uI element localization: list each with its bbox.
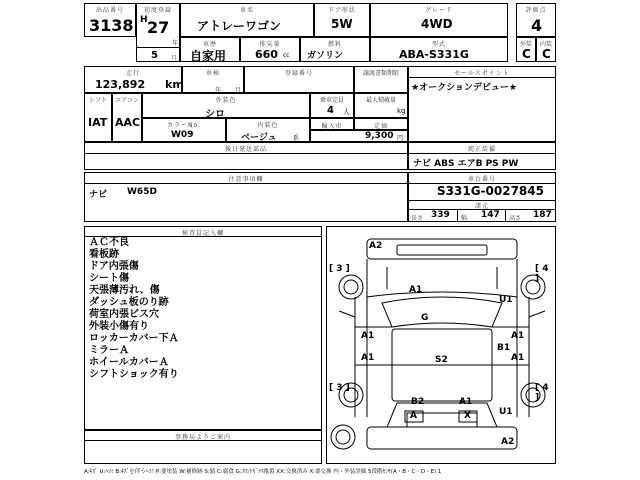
- list-item: ドア内張傷: [89, 261, 139, 272]
- mileage-unit: km: [165, 78, 184, 91]
- color-no-cell: [142, 118, 226, 142]
- mark-a1-right-door1: A1: [511, 331, 525, 341]
- mark-u1-right: U1: [499, 295, 513, 305]
- mark-u1-rear: U1: [499, 407, 513, 417]
- tire-rear-right: [ 4 ]: [535, 383, 549, 403]
- color-no-label: カラーNo.: [167, 122, 201, 129]
- length-label: 長さ: [411, 215, 424, 222]
- sales-point-cell: [408, 66, 556, 142]
- list-item: ロッカーカバー下Ａ: [89, 333, 179, 344]
- mark-a1-rear: A1: [459, 397, 473, 407]
- after-equipment-label: 後日発送部品: [224, 146, 267, 153]
- price: 9,300: [365, 131, 394, 141]
- model-code: ABA-S331G: [399, 48, 469, 61]
- import-label: 輸入車: [321, 123, 343, 130]
- price-label-cell: [354, 118, 408, 130]
- price-unit: 円: [397, 135, 404, 142]
- equipment-text: ナビ ABS エアB PS PW: [413, 159, 519, 169]
- grade-label: グレード: [424, 7, 453, 14]
- shift-cell: [84, 93, 112, 142]
- office-label: 事務局よりご案内: [174, 434, 231, 441]
- first-reg-cell: [136, 3, 180, 62]
- load-unit: kg: [397, 107, 406, 115]
- list-item: ホイールカバーＡ: [89, 357, 169, 368]
- list-item: 外装小傷有り: [89, 321, 149, 332]
- displacement-cell: [240, 37, 300, 62]
- list-item: 天張薄汚れ、傷: [89, 285, 160, 296]
- inspection-year-label: 年: [215, 87, 223, 94]
- length: 339: [431, 210, 450, 220]
- exterior-color-cell: [142, 93, 310, 118]
- grade-cell: [370, 3, 508, 37]
- list-item: 荷室内張ビス穴: [89, 309, 159, 320]
- car-name: アトレーワゴン: [197, 19, 282, 33]
- legend-footer: A:ｷｽﾞ U:ﾍｺﾐ B:ｷｽﾞを伴うﾍｺﾐ P:要塗装 W:補修跡 S:錆 C:腐食 G:ﾌﾛﾝﾄｶﾞﾗｽ亀裂 XX:交換済み X:要交換 内・外装評価 5段階ｾﾝｻ(A・B・C・D・E) 1: [84, 469, 442, 475]
- mark-a-box: A: [410, 411, 417, 421]
- mark-x-box: X: [464, 411, 471, 421]
- aircon-label: エアコン: [115, 97, 139, 104]
- first-reg-label: 初度登録: [143, 7, 172, 14]
- exterior-grade-cell: [516, 37, 536, 62]
- shift: IAT: [88, 116, 108, 129]
- aircon-cell: [112, 93, 142, 142]
- list-item: 看板跡: [89, 249, 119, 260]
- aircon: AAC: [115, 116, 141, 129]
- displacement: 660: [255, 48, 278, 61]
- list-item: シフトショック有り: [89, 369, 179, 380]
- lot-label: 出品番号: [95, 7, 124, 14]
- interior-color: ベージュ: [241, 133, 277, 143]
- mileage-cell: [84, 66, 182, 93]
- list-item: シート傷: [89, 273, 129, 284]
- reg-year: 27: [147, 18, 170, 37]
- notes-line1-a: ナビ: [89, 190, 108, 200]
- equipment-cell: [408, 142, 556, 170]
- inspection-cell: [182, 66, 244, 93]
- capacity-cell: [310, 93, 354, 118]
- interior-color-label: 内装色: [257, 122, 279, 129]
- mark-a2-bottom: A2: [501, 437, 515, 447]
- car-name-label: 車名: [239, 7, 254, 14]
- sales-point-label: セールスポイント: [454, 70, 510, 77]
- car-outline: [327, 227, 555, 463]
- list-item: ダッシュ板のり跡: [89, 297, 169, 308]
- office-cell: [84, 430, 322, 464]
- score: 4: [531, 16, 543, 35]
- score-label: 評価点: [525, 7, 547, 14]
- mark-s2: S2: [435, 355, 448, 365]
- height: 187: [533, 210, 552, 220]
- tire-rear-left: [ 3 ]: [329, 383, 350, 393]
- inspection-label: 車検: [205, 70, 220, 77]
- fuel-cell: [300, 37, 370, 62]
- sales-point-text: ★オークションデビュー★: [411, 83, 517, 93]
- displacement-label: 排気量: [259, 41, 281, 48]
- reg-year-label: 年: [172, 40, 180, 47]
- displacement-unit: cc: [283, 52, 290, 59]
- exterior-label: 外装: [519, 41, 532, 48]
- lot-number: 3138: [89, 16, 134, 35]
- tire-front-left: [ 3 ]: [329, 264, 350, 274]
- width-label: 幅: [461, 215, 468, 222]
- era: H: [140, 15, 148, 25]
- mileage-label: 走行: [125, 70, 140, 77]
- inspector-list: [89, 237, 179, 381]
- size-label: 諸元: [474, 203, 489, 210]
- price-label: 定価: [373, 123, 388, 130]
- notes-line1-b: W65D: [127, 187, 157, 197]
- mark-a1-right-door2: A1: [511, 353, 525, 363]
- mark-b1: B1: [497, 343, 511, 353]
- transfer-cell: [354, 66, 408, 93]
- interior-grade: C: [542, 47, 551, 61]
- fuel-label: 燃料: [327, 41, 342, 48]
- tire-front-right: [ 4 ]: [535, 264, 549, 284]
- equipment-label: 純正装備: [467, 146, 496, 153]
- door-shape: 5W: [331, 17, 353, 31]
- notes-cell: [84, 172, 408, 222]
- reg-month-label: 月: [171, 55, 179, 62]
- chassis-number: S331G-0027845: [437, 184, 544, 198]
- max-load-cell: [354, 93, 408, 118]
- exterior-color-label: 外装色: [215, 97, 237, 104]
- car-diagram: [326, 226, 556, 464]
- usage: 自家用: [190, 49, 227, 63]
- lot-cell: [84, 3, 136, 37]
- grade: 4WD: [421, 17, 453, 31]
- chassis-label: 車台番号: [467, 176, 496, 183]
- capacity: 4: [327, 105, 334, 116]
- door-shape-cell: [314, 3, 370, 37]
- shift-label: シフト: [88, 97, 107, 104]
- interior-label: 内装: [539, 41, 552, 48]
- interior-suffix: 系: [293, 135, 300, 142]
- interior-color-cell: [226, 118, 310, 142]
- reg-month: 5: [151, 50, 158, 61]
- score-cell: [516, 3, 556, 37]
- mark-a1-left-door1: A1: [361, 331, 375, 341]
- usage-cell: [180, 37, 240, 62]
- notes-label: 注意事項欄: [228, 176, 264, 183]
- capacity-unit: 人: [343, 108, 350, 116]
- max-load-label: 最大積載量: [365, 97, 396, 104]
- registration-cell: [244, 66, 354, 93]
- list-item: ミラーＡ: [89, 345, 129, 356]
- mileage: 123,892: [95, 78, 146, 91]
- mark-b2: B2: [411, 397, 425, 407]
- body-label: 車歴: [202, 41, 217, 48]
- car-name-cell: [180, 3, 314, 37]
- mark-a1-left-door2: A1: [361, 353, 375, 363]
- mark-a1-front: A1: [409, 285, 423, 295]
- inspector-cell: [84, 226, 322, 430]
- list-item: ＡＣ不良: [89, 237, 129, 248]
- mark-a2-top: A2: [369, 241, 383, 251]
- price-cell: [310, 130, 408, 142]
- interior-grade-cell: [536, 37, 556, 62]
- exterior-grade: C: [522, 47, 531, 61]
- exterior-color: シロ: [205, 109, 225, 120]
- transfer-label: 譲渡書類期限: [362, 70, 399, 77]
- fuel: ガソリン: [307, 51, 344, 61]
- chassis-cell: [408, 172, 556, 222]
- door-shape-label: ドア形状: [328, 7, 356, 14]
- inspector-label: 検査員記入欄: [181, 230, 224, 237]
- after-equipment-cell: [84, 142, 408, 170]
- registration-label: 登録番号: [284, 70, 313, 77]
- width: 147: [481, 210, 500, 220]
- height-label: 高さ: [509, 215, 522, 222]
- mark-g: G: [421, 313, 429, 323]
- model-label: 型式: [431, 41, 446, 48]
- capacity-label: 乗車定員: [319, 97, 344, 104]
- model-cell: [370, 37, 508, 62]
- color-no: W09: [171, 130, 194, 140]
- inspection-month-label: 月: [235, 87, 243, 94]
- import-cell: [310, 118, 354, 130]
